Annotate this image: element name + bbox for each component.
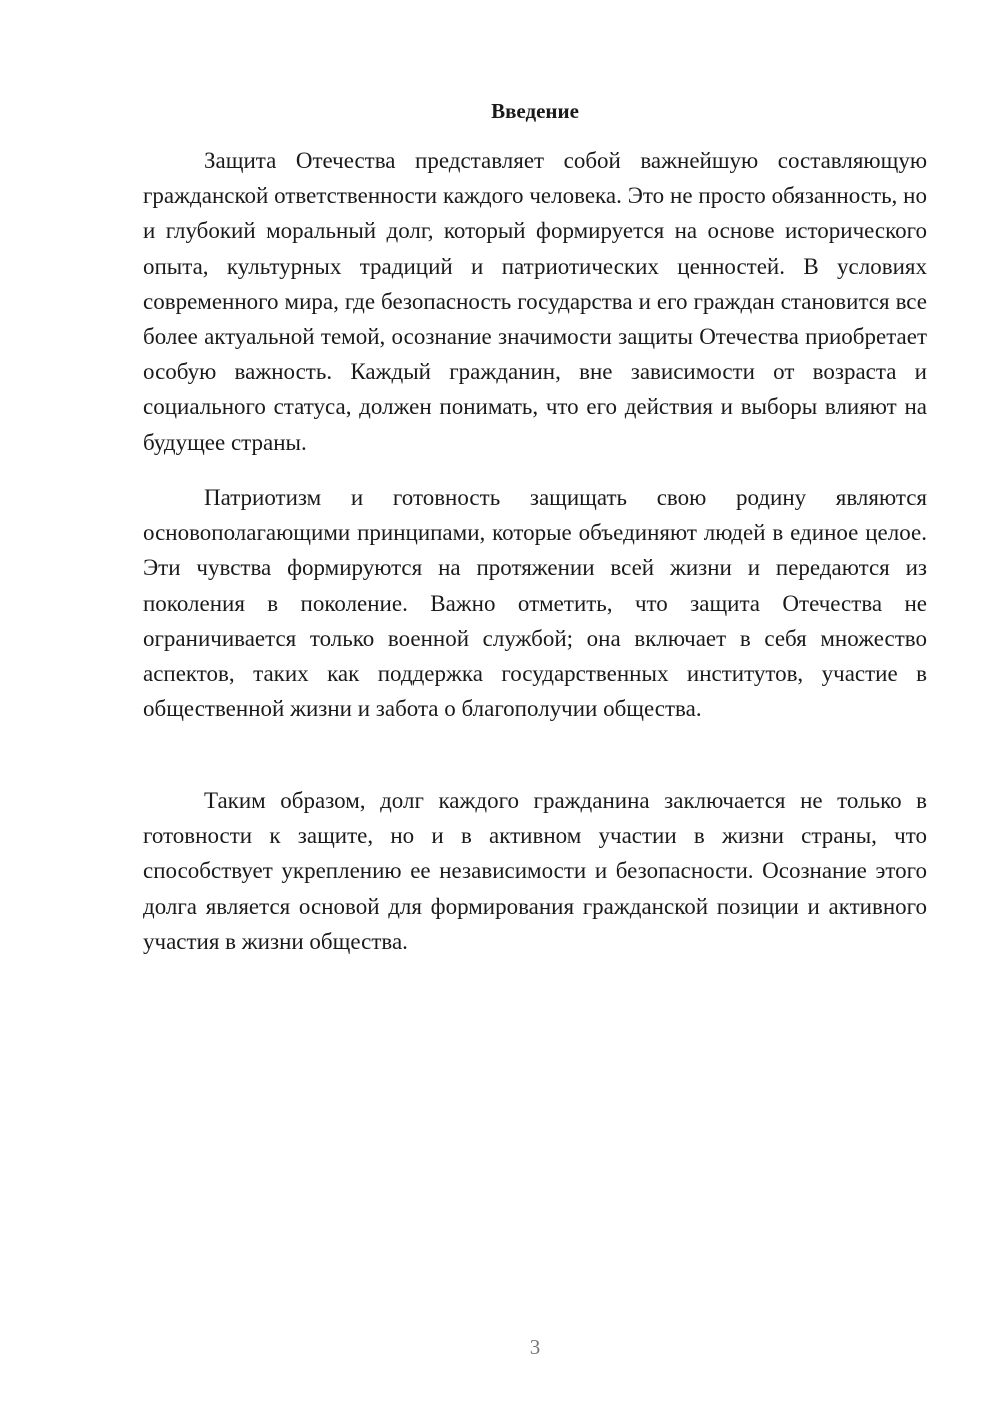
page-number: 3	[529, 1335, 541, 1359]
paragraph-2: Патриотизм и готовность защищать свою родину являются основополагающими принципами, которые объединяют людей в единое целое. Эти чувства формируются на протяжении всей жизни и передаются из поколения в поколение. Важно отметить, что защита Отечества не ограничивается только военной службой; она включает в себя множество аспектов, таких как поддержка государственных институтов, участие в общественной жизни и забота о благополучии общества.	[143, 485, 927, 722]
section-title: Введение	[491, 99, 579, 123]
paragraph-1: Защита Отечества представляет собой важнейшую составляющую гражданской ответственности каждого человека. Это не просто обязанность, но и глубокий моральный долг, который формируется на основе исторического опыта, культурных традиций и патриотических ценностей. В условиях современного мира, где безопасность государства и его граждан становится все более актуальной темой, осознание значимости защиты Отечества приобретает особую важность. Каждый гражданин, вне зависимости от возраста и социального статуса, должен понимать, что его действия и выборы влияют на будущее страны.	[143, 148, 927, 455]
paragraph-3: Таким образом, долг каждого гражданина заключается не только в готовности к защите, но и в активном участии в жизни страны, что способствует укреплению ее независимости и безопасности. Осознание этого долга является основой для формирования гражданской позиции и активного участия в жизни общества.	[143, 788, 927, 954]
